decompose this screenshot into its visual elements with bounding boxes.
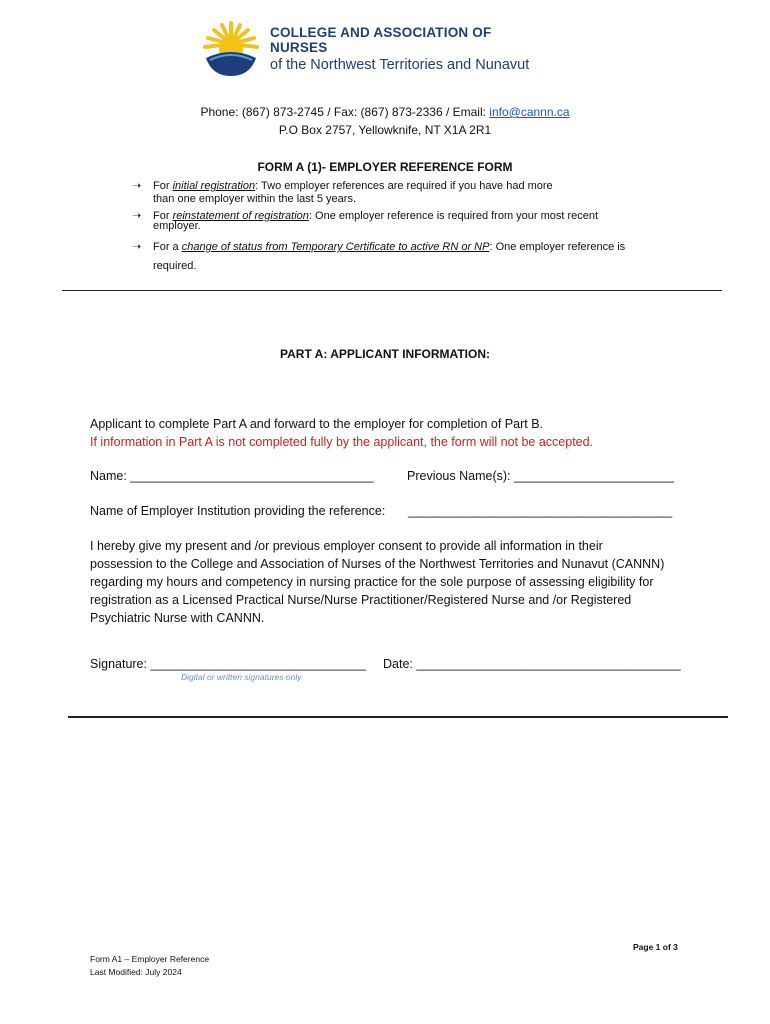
email-link[interactable]: info@cannn.ca <box>489 105 570 119</box>
address-line: P.O Box 2757, Yellowknife, NT X1A 2R1 <box>278 123 492 137</box>
arrow-right-icon: ➝ <box>132 180 142 192</box>
sun-logo-icon <box>200 18 262 80</box>
footer-last-modified: Last Modified: July 2024 <box>90 967 182 977</box>
form-title: FORM A (1)- EMPLOYER REFERENCE FORM <box>257 160 513 174</box>
name-field[interactable]: Name: ___________________________________ <box>90 469 374 483</box>
page-number: Page 1 of 3 <box>633 942 678 952</box>
part-a-warning: If information in Part A is not completed fully by the applicant, the form will not be accepted. <box>90 435 594 449</box>
org-name: COLLEGE AND ASSOCIATION OF NURSES <box>270 25 492 55</box>
divider-top <box>62 290 722 291</box>
divider-bottom <box>68 716 728 718</box>
part-a-instruction: Applicant to complete Part A and forward to the employer for completion of Part B. <box>90 417 544 431</box>
arrow-right-icon: ➝ <box>132 241 142 253</box>
employer-institution-label: Name of Employer Institution providing the reference: <box>90 504 386 518</box>
footer-form-name: Form A1 – Employer Reference <box>90 954 210 964</box>
employer-institution-field[interactable]: ______________________________________ <box>408 504 673 518</box>
arrow-right-icon: ➝ <box>132 210 142 222</box>
part-a-title: PART A: APPLICANT INFORMATION: <box>280 347 490 361</box>
consent-paragraph: I hereby give my present and /or previous employer consent to provide all information in their possession to the College and Association of Nurses of the Northwest Territories and Nunavut (CANNN) regarding my hours and competency in nursing practice for the sole purpose of assessing eligibility for registration as a Licensed Practical Nurse/Nurse Practitioner/Registered Nurse and /or Registered Psychiatric Nurse with CANNN. <box>90 539 665 625</box>
date-field[interactable]: Date: ______________________________________ <box>383 657 681 671</box>
contact-line <box>0 105 770 119</box>
org-subtitle: of the Northwest Territories and Nunavut <box>270 57 530 73</box>
signature-field[interactable]: Signature: _______________________________ <box>90 657 366 671</box>
signature-note: Digital or written signatures only <box>181 672 302 682</box>
org-logo <box>200 14 530 84</box>
previous-names-field[interactable]: Previous Name(s): _______________________ <box>407 469 674 483</box>
contact-text: Phone: (867) 873-2745 / Fax: (867) 873-2336 / Email: <box>200 105 490 119</box>
